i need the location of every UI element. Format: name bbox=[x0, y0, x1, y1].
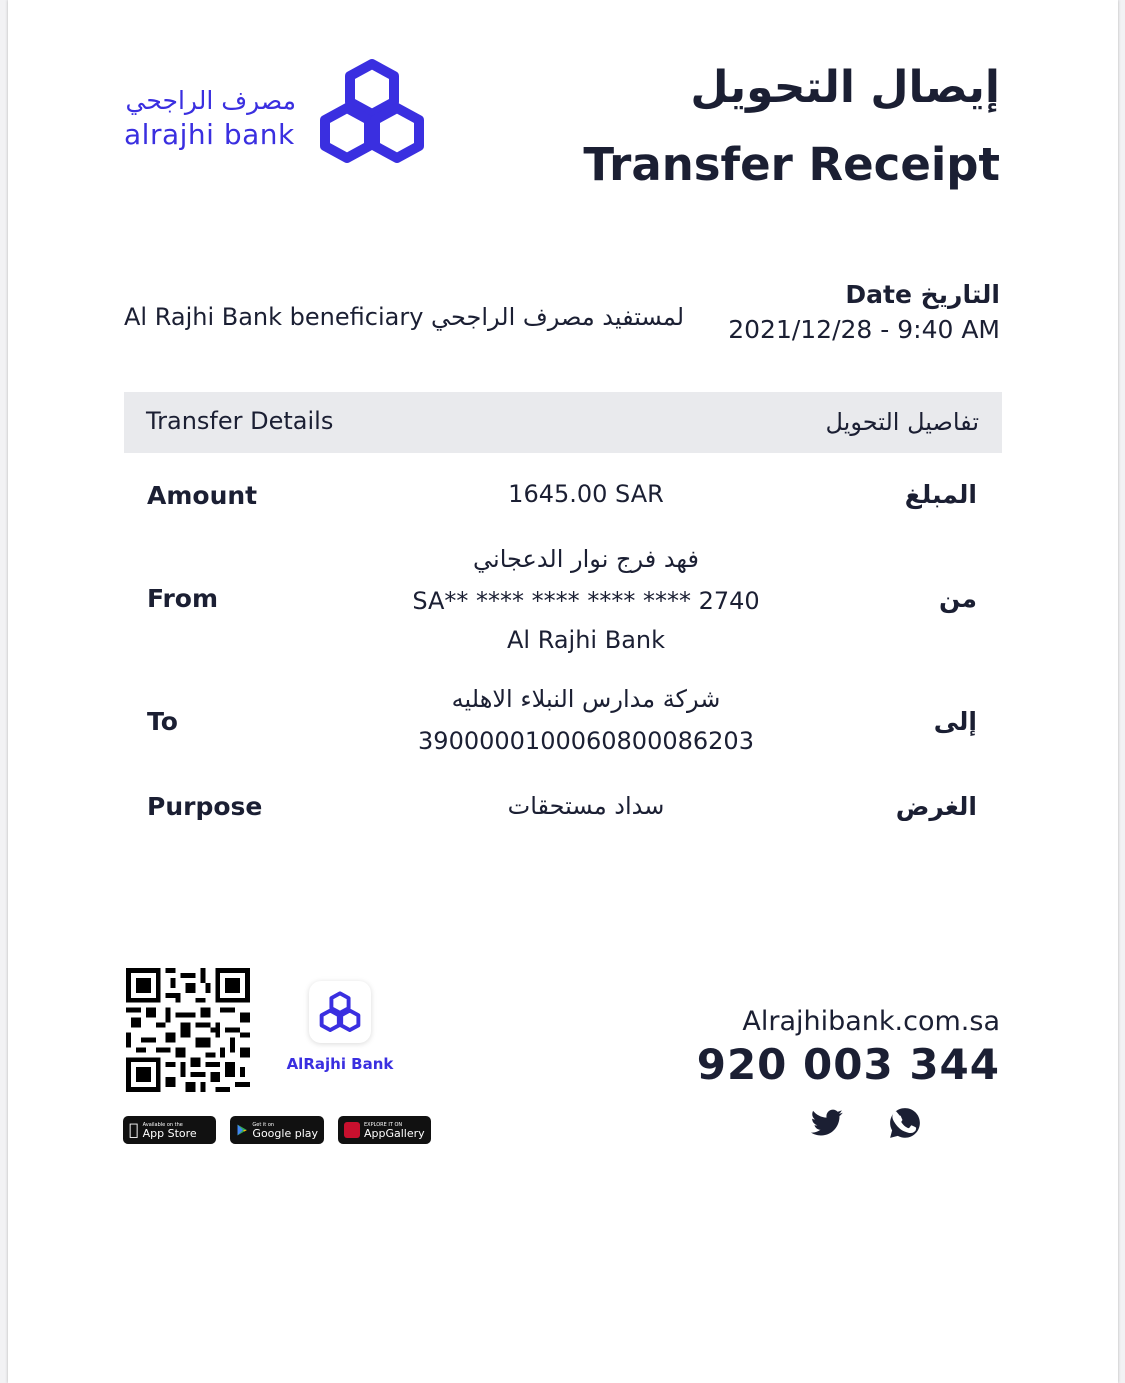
huawei-icon bbox=[344, 1122, 360, 1138]
from-name: فهد فرج نوار الدعجاني bbox=[473, 545, 699, 573]
from-label-arabic: من bbox=[939, 584, 977, 613]
amount-label-arabic: المبلغ bbox=[904, 480, 977, 509]
phone-number[interactable]: 920 003 344 bbox=[696, 1040, 1000, 1089]
from-account: SA** **** **** **** **** 2740 bbox=[412, 587, 760, 615]
alrajhi-app-icon[interactable] bbox=[309, 981, 371, 1043]
brand-name-arabic: مصرف الراجحي bbox=[125, 86, 296, 115]
app-store-label: App Store bbox=[133, 1126, 188, 1140]
app-gallery-badge[interactable] bbox=[338, 1116, 431, 1144]
app-store-caption: Available on the bbox=[133, 1121, 174, 1128]
app-name: AlRajhi Bank bbox=[286, 1055, 394, 1073]
whatsapp-icon[interactable] bbox=[888, 1106, 922, 1140]
beneficiary-type: Al Rajhi Bank beneficiary لمستفيد مصرف الراجحي bbox=[124, 303, 685, 331]
date-label: Date التاريخ bbox=[845, 280, 1000, 309]
to-label-arabic: إلى bbox=[933, 707, 977, 736]
google-play-label: Google play bbox=[252, 1126, 318, 1140]
to-label-english: To bbox=[147, 707, 178, 736]
title-arabic: إيصال التحويل bbox=[690, 62, 1000, 113]
alrajhi-logo-small-icon bbox=[318, 991, 362, 1034]
alrajhi-logo-icon bbox=[316, 58, 428, 168]
from-bank: Al Rajhi Bank bbox=[506, 626, 666, 654]
twitter-icon[interactable] bbox=[810, 1106, 844, 1140]
app-gallery-label: AppGallery bbox=[364, 1126, 425, 1140]
amount-value: 1645.00 SAR bbox=[508, 480, 664, 508]
google-play-badge[interactable] bbox=[230, 1116, 324, 1144]
app-store-badge[interactable] bbox=[123, 1116, 216, 1144]
to-name: شركة مدارس النبلاء الاهليه bbox=[451, 685, 721, 713]
amount-label-english: Amount bbox=[147, 481, 258, 510]
date-value: 2021/12/28 - 9:40 AM bbox=[728, 315, 1000, 344]
app-gallery-caption: EXPLORE IT ON bbox=[364, 1121, 403, 1128]
transfer-details-title-arabic: تفاصيل التحويل bbox=[825, 408, 979, 436]
qr-code[interactable] bbox=[126, 968, 250, 1092]
title-english: Transfer Receipt bbox=[583, 138, 1000, 191]
transfer-details-title-english: Transfer Details bbox=[146, 407, 334, 435]
purpose-label-english: Purpose bbox=[147, 792, 263, 821]
website-link[interactable]: Alrajhibank.com.sa bbox=[742, 1006, 1000, 1037]
to-account: 3900000100060800086203 bbox=[418, 727, 754, 755]
google-play-caption: Get it on bbox=[252, 1121, 275, 1128]
purpose-value: سداد مستحقات bbox=[507, 792, 665, 820]
apple-icon bbox=[129, 1122, 139, 1138]
brand-name-english: alrajhi bank bbox=[124, 118, 295, 151]
google-play-icon bbox=[236, 1122, 248, 1138]
purpose-label-arabic: الغرض bbox=[895, 792, 977, 821]
from-label-english: From bbox=[147, 584, 219, 613]
